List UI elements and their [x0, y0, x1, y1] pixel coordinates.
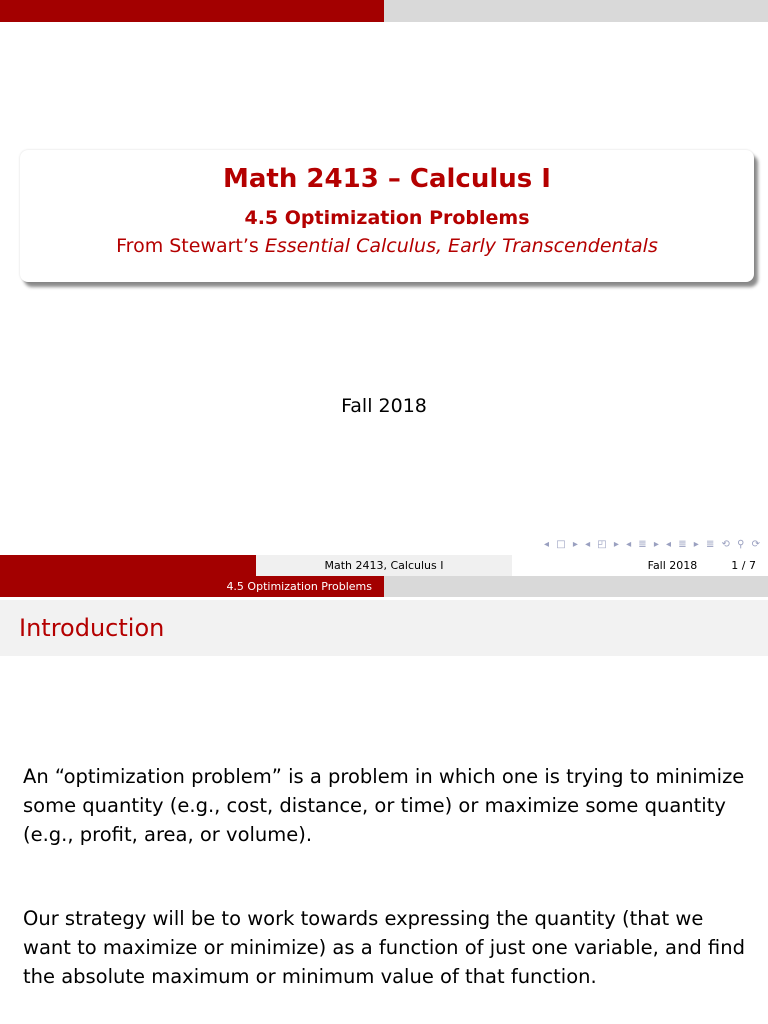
- source-book-title: Essential Calculus, Early Transcendentals: [264, 235, 658, 257]
- frame-title-bar: [0, 600, 768, 656]
- presentation-title: Math 2413 – Calculus I: [223, 164, 551, 194]
- header-bar-red: [0, 0, 384, 22]
- footer-info: [512, 555, 768, 576]
- intro-paragraph-2: Our strategy will be to work towards expressing the quantity (that we want to maximize or minimize) as a function of just one variable, and find the absolute maximum or minimum value of that function.: [23, 907, 745, 988]
- footer-gray-block: [384, 576, 768, 597]
- section-subtitle: 4.5 Optimization Problems: [244, 207, 530, 229]
- source-prefix: From Stewart’s: [116, 235, 265, 257]
- intro-paragraph-1: An “optimization problem” is a problem in which one is trying to minimize some quantity (e.g., cost, distance, or time) or maximize some quantity (e.g., profit, area, or volume).: [23, 765, 745, 846]
- title-block: [20, 150, 754, 282]
- footer-red-block: [0, 555, 256, 576]
- frame-title: Introduction: [19, 614, 165, 642]
- header-bar: [0, 0, 768, 22]
- footer-section: 4.5 Optimization Problems: [0, 576, 384, 597]
- source-line: [20, 235, 754, 257]
- slide-footer: [0, 555, 768, 597]
- header-bar-gray: [384, 0, 768, 22]
- beamer-navigation-icons[interactable]: ◂ □ ▸ ◂ ◰ ▸ ◂ ≣ ▸ ◂ ≣ ▸ ≣ ⟲ ⚲ ⟳: [544, 539, 762, 550]
- footer-page-number: 1 / 7: [731, 559, 756, 572]
- footer-term: Fall 2018: [647, 559, 698, 572]
- presentation-date: Fall 2018: [341, 395, 427, 417]
- footer-course: Math 2413, Calculus I: [256, 555, 512, 576]
